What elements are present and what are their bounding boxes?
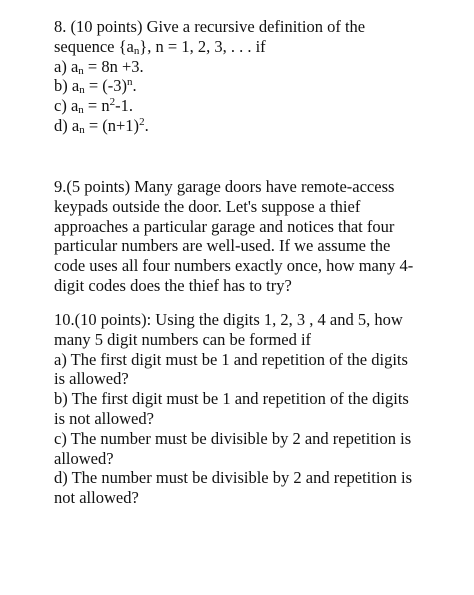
question-9-line: keypads outside the door. Let's suppose a thief bbox=[54, 196, 361, 216]
part-c-exponent: 2 bbox=[109, 96, 116, 109]
question-10-part-d: d) The number must be divisible by 2 and repetition is bbox=[54, 468, 413, 488]
question-8-part-c bbox=[54, 96, 454, 116]
part-c-prefix: c) a bbox=[54, 96, 79, 116]
question-10-line: many 5 digit numbers can be formed if bbox=[54, 329, 312, 349]
part-d-exponent: 2 bbox=[139, 115, 145, 128]
part-a-subscript: n bbox=[78, 64, 84, 77]
part-b-formula: = (-3) bbox=[84, 76, 127, 96]
part-b-prefix: b) a bbox=[54, 76, 80, 96]
question-8-part-d bbox=[54, 116, 454, 136]
question-9-line: digit codes does the thief has to try? bbox=[54, 275, 292, 295]
question-9 bbox=[54, 177, 454, 296]
part-d-subscript: n bbox=[79, 123, 85, 136]
part-d-formula: = (n+1) bbox=[84, 115, 140, 135]
question-10-part-a-cont: is allowed? bbox=[54, 369, 129, 389]
question-9-line: approaches a particular garage and notices that four bbox=[54, 216, 395, 236]
question-9-line: 9.(5 points) Many garage doors have remote-access bbox=[54, 177, 395, 196]
question-10-part-c: c) The number must be divisible by 2 and repetition is bbox=[54, 428, 412, 448]
question-8-header: 8. (10 points) Give a recursive definition of the bbox=[54, 17, 366, 36]
sequence-suffix: }, n = 1, 2, 3, . . . if bbox=[139, 36, 266, 56]
part-c-formula: = n bbox=[83, 96, 110, 116]
question-8-part-b bbox=[54, 76, 454, 96]
question-10-part-c-cont: allowed? bbox=[54, 448, 114, 468]
part-c-end: -1. bbox=[115, 96, 133, 116]
question-9-line: code uses all four numbers exactly once, how many 4- bbox=[54, 256, 414, 276]
part-d-end: . bbox=[144, 115, 149, 135]
part-b-subscript: n bbox=[79, 84, 85, 97]
question-9-line: particular numbers are well-used. If we assume the bbox=[54, 236, 391, 256]
part-b-end: . bbox=[132, 76, 137, 96]
part-b-exponent: n bbox=[127, 76, 133, 89]
part-d-prefix: d) a bbox=[54, 115, 80, 135]
question-10 bbox=[54, 310, 454, 508]
sequence-subscript: n bbox=[133, 44, 140, 57]
question-8-sequence bbox=[54, 37, 454, 57]
question-10-part-d-cont: not allowed? bbox=[54, 488, 139, 508]
part-a-formula: = 8n +3. bbox=[83, 56, 144, 76]
question-10-part-a: a) The first digit must be 1 and repetition of the digits bbox=[54, 349, 408, 369]
sequence-prefix: sequence {a bbox=[54, 36, 134, 56]
question-10-part-b-cont: is not allowed? bbox=[54, 408, 154, 428]
question-10-part-b: b) The first digit must be 1 and repetition of the digits bbox=[54, 389, 409, 409]
part-c-subscript: n bbox=[78, 104, 84, 117]
question-8 bbox=[54, 17, 454, 136]
question-10-line: 10.(10 points): Using the digits 1, 2, 3 , 4 and 5, how bbox=[54, 310, 403, 329]
question-8-part-a bbox=[54, 57, 454, 77]
part-a-prefix: a) a bbox=[54, 56, 79, 76]
